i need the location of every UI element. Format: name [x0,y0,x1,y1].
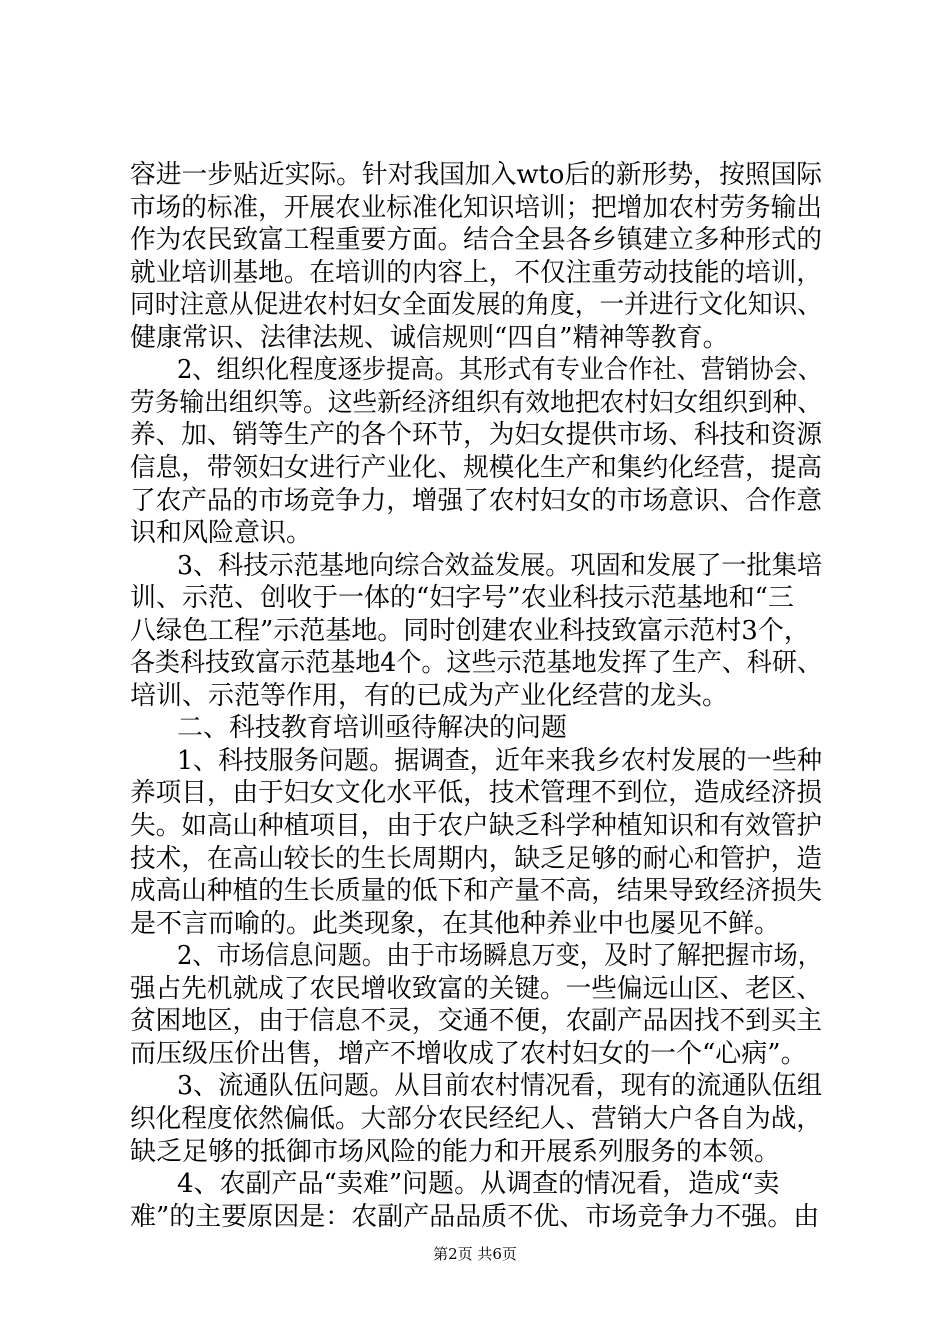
text-line [0,1004,950,1038]
text-line [0,1135,950,1169]
text-line-content: 强占先机就成了农民增收致富的关键。一些偏远山区、老区、 [130,973,822,1004]
text-line-content: 缺乏足够的抵御市场风险的能力和开展系列服务的本领。 [130,1136,781,1167]
text-line [0,646,950,680]
text-line [0,484,950,518]
text-line [0,907,950,941]
text-line [0,744,950,778]
text-line [0,451,950,485]
text-line-content: 贫困地区，由于信息不灵，交通不便，农副产品因找不到买主 [130,1006,822,1037]
text-line [0,549,950,583]
text-line [0,1200,950,1234]
text-line-content: 训、示范、创收于一体的“妇字号”农业科技示范基地和“三 [130,583,794,614]
text-line [0,418,950,452]
text-line-content: 了农产品的市场竞争力，增强了农村妇女的市场意识、合作意 [130,485,822,516]
text-line-content: 织化程度依然偏低。大部分农民经纪人、营销大户各自为战， [130,1103,822,1134]
text-line [0,321,950,355]
text-line [0,842,950,876]
text-line-content: 各类科技致富示范基地4个。这些示范基地发挥了生产、科研、 [130,648,823,679]
text-line-content: 3、流通队伍问题。从目前农村情况看，现有的流通队伍组 [177,1071,823,1102]
text-line-content: 市场的标准，开展农业标准化知识培训；把增加农村劳务输出 [130,192,822,223]
text-line [0,1167,950,1201]
text-line [0,1037,950,1071]
text-line-content: 就业培训基地。在培训的内容上，不仅注重劳动技能的培训， [130,257,822,288]
text-line [0,191,950,225]
text-line [0,223,950,257]
text-line [0,158,950,192]
text-line [0,1069,950,1103]
text-line-content: 八绿色工程”示范基地。同时创建农业科技致富示范村3个， [130,615,810,646]
text-line [0,1102,950,1136]
text-line [0,614,950,648]
text-line-content: 养、加、销等生产的各个环节，为妇女提供市场、科技和资源 [130,420,822,451]
text-line [0,516,950,550]
text-line-content: 3、科技示范基地向综合效益发展。巩固和发展了一批集培 [177,550,823,581]
text-line-content: 二、科技教育培训亟待解决的问题 [177,713,568,744]
text-line [0,256,950,290]
text-line-content: 成高山种植的生长质量的低下和产量不高，结果导致经济损失 [130,876,822,907]
text-line-content: 而压级压价出售，增产不增收成了农村妇女的一个“心病”。 [130,1038,807,1069]
text-line-content: 1、科技服务问题。据调查，近年来我乡农村发展的一些种 [177,745,823,776]
text-line-content: 4、农副产品“卖难”问题。从调查的情况看，造成“卖 [177,1169,780,1199]
text-line [0,972,950,1006]
text-line [0,711,950,745]
text-line-content: 失。如高山种植项目，由于农户缺乏科学种植知识和有效管护 [130,811,822,841]
text-line-content: 2、组织化程度逐步提高。其形式有专业合作社、营销协会、 [177,355,822,386]
text-line [0,288,950,322]
text-line-content: 养项目，由于妇女文化水平低，技术管理不到位，造成经济损 [130,778,822,809]
text-line-content: 是不言而喻的。此类现象，在其他种养业中也屡见不鲜。 [130,908,781,939]
text-line [0,776,950,810]
text-line [0,581,950,615]
text-line-content: 难”的主要原因是：农副产品品质不优、市场竞争力不强。由 [130,1201,820,1232]
text-line-content: 信息，带领妇女进行产业化、规模化生产和集约化经营，提高 [130,452,822,483]
text-line-content: 识和风险意识。 [130,518,313,548]
text-line [0,353,950,387]
text-line-content: 容进一步贴近实际。针对我国加入wto后的新形势，按照国际 [130,160,823,190]
text-line [0,874,950,908]
text-line-content: 作为农民致富工程重要方面。结合全县各乡镇建立多种形式的 [130,225,822,256]
text-line-content: 同时注意从促进农村妇女全面发展的角度，一并进行文化知识、 [130,290,822,321]
text-line [0,386,950,420]
text-line-content: 2、市场信息问题。由于市场瞬息万变，及时了解把握市场， [177,941,822,972]
text-line [0,939,950,973]
page-footer: 第2页 共6页 [433,1245,517,1263]
text-line [0,679,950,713]
text-line [0,809,950,843]
text-line-content: 培训、示范等作用，有的已成为产业化经营的龙头。 [130,680,729,711]
text-line-content: 技术，在高山较长的生长周期内，缺乏足够的耐心和管护，造 [130,843,822,874]
text-line-content: 劳务输出组织等。这些新经济组织有效地把农村妇女组织到种、 [130,387,822,418]
text-line-content: 健康常识、法律法规、诚信规则“四自”精神等教育。 [130,322,729,353]
